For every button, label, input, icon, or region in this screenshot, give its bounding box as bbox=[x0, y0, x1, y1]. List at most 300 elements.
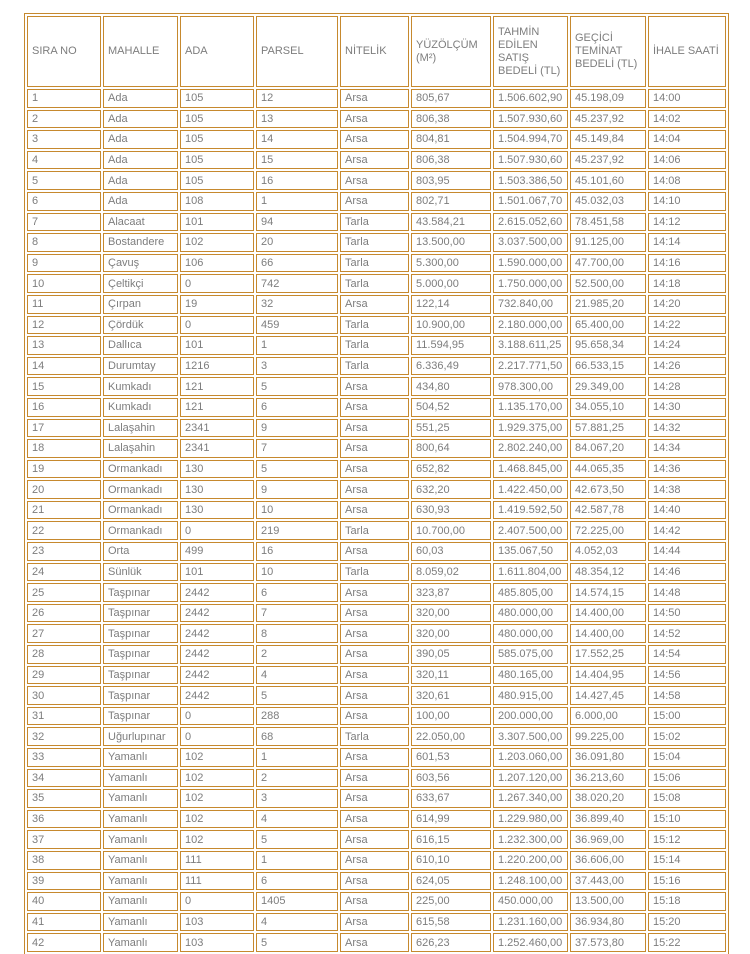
table-cell: Bostandere bbox=[103, 233, 178, 252]
table-cell: Sünlük bbox=[103, 563, 178, 582]
table-cell: 200.000,00 bbox=[493, 707, 568, 726]
table-cell: 15:10 bbox=[648, 810, 726, 829]
table-cell: 630,93 bbox=[411, 501, 491, 520]
table-row bbox=[27, 913, 726, 932]
table-row bbox=[27, 933, 726, 952]
table-cell: 1.504.994,70 bbox=[493, 130, 568, 149]
table-cell: 1 bbox=[256, 192, 338, 211]
table-cell: 480.915,00 bbox=[493, 686, 568, 705]
table-cell: 2.407.500,00 bbox=[493, 521, 568, 540]
table-cell: 5 bbox=[27, 171, 101, 190]
column-header-teminat-bedeli: GEÇİCİ TEMİNAT BEDELİ (TL) bbox=[570, 16, 646, 87]
table-row bbox=[27, 810, 726, 829]
table-cell: 1.590.000,00 bbox=[493, 254, 568, 273]
table-cell: 101 bbox=[180, 336, 254, 355]
table-row bbox=[27, 789, 726, 808]
table-cell: 22 bbox=[27, 521, 101, 540]
table-cell: Taşpınar bbox=[103, 666, 178, 685]
table-cell: 78.451,58 bbox=[570, 213, 646, 232]
column-header-sira-no: SIRA NO bbox=[27, 16, 101, 87]
table-cell: 102 bbox=[180, 769, 254, 788]
table-cell: 14.404,95 bbox=[570, 666, 646, 685]
table-cell: 9 bbox=[256, 419, 338, 438]
table-cell: 34 bbox=[27, 769, 101, 788]
table-cell: 14:20 bbox=[648, 295, 726, 314]
table-cell: 15:22 bbox=[648, 933, 726, 952]
table-cell: Uğurlupınar bbox=[103, 727, 178, 746]
table-cell: 37.573,80 bbox=[570, 933, 646, 952]
table-row bbox=[27, 830, 726, 849]
table-cell: 288 bbox=[256, 707, 338, 726]
table-cell: 624,05 bbox=[411, 872, 491, 891]
table-cell: 14.400,00 bbox=[570, 624, 646, 643]
table-cell: 41 bbox=[27, 913, 101, 932]
table-cell: 10 bbox=[27, 274, 101, 293]
table-cell: 4 bbox=[256, 913, 338, 932]
table-cell: 1.419.592,50 bbox=[493, 501, 568, 520]
table-cell: 1.422.450,00 bbox=[493, 480, 568, 499]
table-cell: 320,00 bbox=[411, 604, 491, 623]
table-cell: 15:02 bbox=[648, 727, 726, 746]
auction-table bbox=[24, 13, 729, 954]
table-cell: Ormankadı bbox=[103, 460, 178, 479]
table-cell: 36.606,00 bbox=[570, 851, 646, 870]
table-cell: Arsa bbox=[340, 686, 409, 705]
table-cell: Yamanlı bbox=[103, 892, 178, 911]
table-cell: 106 bbox=[180, 254, 254, 273]
table-cell: Yamanlı bbox=[103, 789, 178, 808]
column-header-parsel: PARSEL bbox=[256, 16, 338, 87]
table-cell: Lalaşahin bbox=[103, 419, 178, 438]
table-row bbox=[27, 748, 726, 767]
table-cell: 0 bbox=[180, 727, 254, 746]
table-cell: 29.349,00 bbox=[570, 377, 646, 396]
table-cell: 3.307.500,00 bbox=[493, 727, 568, 746]
table-cell: 9 bbox=[256, 480, 338, 499]
table-cell: 14:46 bbox=[648, 563, 726, 582]
table-cell: 4.052,03 bbox=[570, 542, 646, 561]
table-cell: 100,00 bbox=[411, 707, 491, 726]
table-cell: 499 bbox=[180, 542, 254, 561]
table-row bbox=[27, 439, 726, 458]
table-cell: 6.000,00 bbox=[570, 707, 646, 726]
table-cell: 13 bbox=[27, 336, 101, 355]
table-cell: 66.533,15 bbox=[570, 357, 646, 376]
table-cell: Dallıca bbox=[103, 336, 178, 355]
table-cell: Tarla bbox=[340, 336, 409, 355]
table-cell: 15:12 bbox=[648, 830, 726, 849]
table-cell: 95.658,34 bbox=[570, 336, 646, 355]
table-row bbox=[27, 501, 726, 520]
table-cell: 806,38 bbox=[411, 110, 491, 129]
table-cell: Taşpınar bbox=[103, 645, 178, 664]
table-cell: 7 bbox=[256, 604, 338, 623]
table-row bbox=[27, 624, 726, 643]
table-cell: Kumkadı bbox=[103, 377, 178, 396]
column-header-nitelik: NİTELİK bbox=[340, 16, 409, 87]
table-cell: 19 bbox=[27, 460, 101, 479]
table-cell: 38.020,20 bbox=[570, 789, 646, 808]
table-row bbox=[27, 521, 726, 540]
table-cell: 14:52 bbox=[648, 624, 726, 643]
table-cell: 91.125,00 bbox=[570, 233, 646, 252]
table-cell: Ada bbox=[103, 110, 178, 129]
table-header bbox=[27, 16, 726, 87]
table-cell: Arsa bbox=[340, 398, 409, 417]
table-cell: 5 bbox=[256, 377, 338, 396]
table-cell: 1.252.460,00 bbox=[493, 933, 568, 952]
table-cell: 36.934,80 bbox=[570, 913, 646, 932]
table-cell: Alacaat bbox=[103, 213, 178, 232]
table-cell: 36.969,00 bbox=[570, 830, 646, 849]
table-cell: 14 bbox=[256, 130, 338, 149]
table-cell: Arsa bbox=[340, 748, 409, 767]
table-cell: Arsa bbox=[340, 130, 409, 149]
table-cell: Ormankadı bbox=[103, 521, 178, 540]
table-cell: 2 bbox=[27, 110, 101, 129]
table-cell: 1.248.100,00 bbox=[493, 872, 568, 891]
table-row bbox=[27, 398, 726, 417]
table-cell: 60,03 bbox=[411, 542, 491, 561]
table-cell: Arsa bbox=[340, 933, 409, 952]
table-cell: 21.985,20 bbox=[570, 295, 646, 314]
table-cell: 1.267.340,00 bbox=[493, 789, 568, 808]
table-row bbox=[27, 316, 726, 335]
table-cell: 8 bbox=[27, 233, 101, 252]
table-cell: 5 bbox=[256, 830, 338, 849]
table-cell: Yamanlı bbox=[103, 748, 178, 767]
table-row bbox=[27, 727, 726, 746]
table-row bbox=[27, 460, 726, 479]
table-cell: 45.237,92 bbox=[570, 110, 646, 129]
table-cell: 978.300,00 bbox=[493, 377, 568, 396]
table-row bbox=[27, 707, 726, 726]
table-cell: 14:06 bbox=[648, 151, 726, 170]
table-cell: Arsa bbox=[340, 295, 409, 314]
table-cell: 23 bbox=[27, 542, 101, 561]
table-cell: 0 bbox=[180, 316, 254, 335]
table-cell: 15:06 bbox=[648, 769, 726, 788]
table-cell: 14:10 bbox=[648, 192, 726, 211]
table-cell: 33 bbox=[27, 748, 101, 767]
table-cell: 1.220.200,00 bbox=[493, 851, 568, 870]
table-cell: 614,99 bbox=[411, 810, 491, 829]
table-cell: 3 bbox=[27, 130, 101, 149]
table-cell: 105 bbox=[180, 130, 254, 149]
table-cell: 37.443,00 bbox=[570, 872, 646, 891]
table-cell: Yamanlı bbox=[103, 830, 178, 849]
table-cell: 45.149,84 bbox=[570, 130, 646, 149]
table-cell: Yamanlı bbox=[103, 872, 178, 891]
table-cell: 15 bbox=[27, 377, 101, 396]
column-header-ada: ADA bbox=[180, 16, 254, 87]
table-cell: 3.037.500,00 bbox=[493, 233, 568, 252]
table-cell: 57.881,25 bbox=[570, 419, 646, 438]
table-cell: 14:02 bbox=[648, 110, 726, 129]
table-cell: 14:44 bbox=[648, 542, 726, 561]
table-cell: Ada bbox=[103, 130, 178, 149]
table-cell: 15:18 bbox=[648, 892, 726, 911]
table-cell: 14 bbox=[27, 357, 101, 376]
table-cell: 1.611.804,00 bbox=[493, 563, 568, 582]
table-cell: 68 bbox=[256, 727, 338, 746]
table-row bbox=[27, 542, 726, 561]
table-cell: 7 bbox=[256, 439, 338, 458]
table-cell: 29 bbox=[27, 666, 101, 685]
table-row bbox=[27, 686, 726, 705]
table-cell: 31 bbox=[27, 707, 101, 726]
table-cell: 14:48 bbox=[648, 583, 726, 602]
table-cell: 15:16 bbox=[648, 872, 726, 891]
table-cell: 52.500,00 bbox=[570, 274, 646, 293]
table-cell: 14:24 bbox=[648, 336, 726, 355]
column-header-mahalle: MAHALLE bbox=[103, 16, 178, 87]
table-cell: 11 bbox=[27, 295, 101, 314]
table-cell: 1 bbox=[256, 336, 338, 355]
table-cell: 27 bbox=[27, 624, 101, 643]
table-cell: 2.217.771,50 bbox=[493, 357, 568, 376]
table-cell: 450.000,00 bbox=[493, 892, 568, 911]
table-cell: 47.700,00 bbox=[570, 254, 646, 273]
table-cell: 1.468.845,00 bbox=[493, 460, 568, 479]
table-cell: 3 bbox=[256, 789, 338, 808]
table-cell: 36 bbox=[27, 810, 101, 829]
table-row bbox=[27, 872, 726, 891]
table-cell: 45.032,03 bbox=[570, 192, 646, 211]
table-cell: 102 bbox=[180, 810, 254, 829]
table-cell: Arsa bbox=[340, 666, 409, 685]
table-cell: 8.059,02 bbox=[411, 563, 491, 582]
table-cell: 434,80 bbox=[411, 377, 491, 396]
table-cell: 2341 bbox=[180, 419, 254, 438]
table-cell: Tarla bbox=[340, 727, 409, 746]
table-cell: Arsa bbox=[340, 377, 409, 396]
table-cell: Ada bbox=[103, 192, 178, 211]
table-cell: 102 bbox=[180, 789, 254, 808]
table-cell: 800,64 bbox=[411, 439, 491, 458]
table-cell: 0 bbox=[180, 892, 254, 911]
table-cell: 43.584,21 bbox=[411, 213, 491, 232]
table-cell: 1.135.170,00 bbox=[493, 398, 568, 417]
table-cell: 14:40 bbox=[648, 501, 726, 520]
table-cell: 14.574,15 bbox=[570, 583, 646, 602]
table-cell: 1 bbox=[256, 748, 338, 767]
table-cell: 1.203.060,00 bbox=[493, 748, 568, 767]
table-cell: 42 bbox=[27, 933, 101, 952]
table-cell: 616,15 bbox=[411, 830, 491, 849]
table-cell: 6 bbox=[256, 398, 338, 417]
table-cell: 806,38 bbox=[411, 151, 491, 170]
table-cell: Arsa bbox=[340, 192, 409, 211]
table-cell: 652,82 bbox=[411, 460, 491, 479]
table-cell: Arsa bbox=[340, 913, 409, 932]
table-cell: 1216 bbox=[180, 357, 254, 376]
table-cell: 99.225,00 bbox=[570, 727, 646, 746]
table-cell: 14:12 bbox=[648, 213, 726, 232]
table-row bbox=[27, 213, 726, 232]
table-cell: 17.552,25 bbox=[570, 645, 646, 664]
table-cell: 14:18 bbox=[648, 274, 726, 293]
table-cell: 34.055,10 bbox=[570, 398, 646, 417]
table-cell: 122,14 bbox=[411, 295, 491, 314]
column-header-yuzolcum: YÜZÖLÇÜM (M²) bbox=[411, 16, 491, 87]
table-row bbox=[27, 419, 726, 438]
table-cell: 0 bbox=[180, 274, 254, 293]
table-cell: 14:36 bbox=[648, 460, 726, 479]
table-cell: 14:58 bbox=[648, 686, 726, 705]
table-cell: 14:04 bbox=[648, 130, 726, 149]
table-cell: 15:08 bbox=[648, 789, 726, 808]
table-cell: Arsa bbox=[340, 707, 409, 726]
table-cell: Arsa bbox=[340, 830, 409, 849]
table-cell: 18 bbox=[27, 439, 101, 458]
table-row bbox=[27, 645, 726, 664]
table-cell: 633,67 bbox=[411, 789, 491, 808]
table-cell: 105 bbox=[180, 171, 254, 190]
table-row bbox=[27, 254, 726, 273]
table-cell: Taşpınar bbox=[103, 707, 178, 726]
column-header-ihale-saati: İHALE SAATİ bbox=[648, 16, 726, 87]
table-row bbox=[27, 851, 726, 870]
table-cell: Arsa bbox=[340, 892, 409, 911]
table-cell: Kumkadı bbox=[103, 398, 178, 417]
table-cell: 2442 bbox=[180, 624, 254, 643]
table-cell: 2442 bbox=[180, 604, 254, 623]
table-cell: 6 bbox=[256, 583, 338, 602]
table-cell: 108 bbox=[180, 192, 254, 211]
table-cell: 45.101,60 bbox=[570, 171, 646, 190]
table-cell: 135.067,50 bbox=[493, 542, 568, 561]
table-cell: Arsa bbox=[340, 439, 409, 458]
table-cell: 37 bbox=[27, 830, 101, 849]
table-cell: 14:32 bbox=[648, 419, 726, 438]
table-cell: 14:26 bbox=[648, 357, 726, 376]
table-cell: 14.400,00 bbox=[570, 604, 646, 623]
table-cell: 121 bbox=[180, 377, 254, 396]
table-cell: 102 bbox=[180, 233, 254, 252]
table-cell: 5 bbox=[256, 933, 338, 952]
table-row bbox=[27, 563, 726, 582]
table-cell: 42.587,78 bbox=[570, 501, 646, 520]
table-cell: 2 bbox=[256, 645, 338, 664]
table-cell: 1.506.602,90 bbox=[493, 89, 568, 108]
table-cell: 102 bbox=[180, 748, 254, 767]
table-cell: 1.232.300,00 bbox=[493, 830, 568, 849]
table-cell: 1.501.067,70 bbox=[493, 192, 568, 211]
table-cell: Tarla bbox=[340, 563, 409, 582]
table-cell: 9 bbox=[27, 254, 101, 273]
table-cell: 2.802.240,00 bbox=[493, 439, 568, 458]
table-row bbox=[27, 171, 726, 190]
table-cell: 14:34 bbox=[648, 439, 726, 458]
table-row bbox=[27, 89, 726, 108]
table-cell: 65.400,00 bbox=[570, 316, 646, 335]
table-cell: 15:14 bbox=[648, 851, 726, 870]
table-cell: 42.673,50 bbox=[570, 480, 646, 499]
table-cell: 103 bbox=[180, 913, 254, 932]
table-cell: 4 bbox=[27, 151, 101, 170]
table-cell: 4 bbox=[256, 666, 338, 685]
table-cell: 626,23 bbox=[411, 933, 491, 952]
table-cell: 8 bbox=[256, 624, 338, 643]
table-cell: 1.507.930,60 bbox=[493, 110, 568, 129]
table-cell: Yamanlı bbox=[103, 933, 178, 952]
table-cell: 14:38 bbox=[648, 480, 726, 499]
table-cell: Ada bbox=[103, 171, 178, 190]
table-cell: Arsa bbox=[340, 810, 409, 829]
table-cell: 19 bbox=[180, 295, 254, 314]
table-cell: 14:42 bbox=[648, 521, 726, 540]
table-cell: 22.050,00 bbox=[411, 727, 491, 746]
table-cell: 15:00 bbox=[648, 707, 726, 726]
table-cell: 39 bbox=[27, 872, 101, 891]
table-cell: Arsa bbox=[340, 542, 409, 561]
table-cell: 15:20 bbox=[648, 913, 726, 932]
table-cell: 16 bbox=[27, 398, 101, 417]
table-cell: Taşpınar bbox=[103, 583, 178, 602]
table-cell: 14:56 bbox=[648, 666, 726, 685]
table-cell: 14:50 bbox=[648, 604, 726, 623]
table-cell: 14:14 bbox=[648, 233, 726, 252]
table-cell: 36.899,40 bbox=[570, 810, 646, 829]
table-cell: 12 bbox=[27, 316, 101, 335]
table-cell: 32 bbox=[256, 295, 338, 314]
table-cell: 14:16 bbox=[648, 254, 726, 273]
table-cell: 480.000,00 bbox=[493, 624, 568, 643]
table-cell: 94 bbox=[256, 213, 338, 232]
table-cell: 7 bbox=[27, 213, 101, 232]
table-cell: 2442 bbox=[180, 666, 254, 685]
table-cell: 14.427,45 bbox=[570, 686, 646, 705]
table-cell: 5 bbox=[256, 460, 338, 479]
table-cell: 6 bbox=[256, 872, 338, 891]
table-cell: 320,61 bbox=[411, 686, 491, 705]
table-cell: 2.180.000,00 bbox=[493, 316, 568, 335]
table-cell: Arsa bbox=[340, 583, 409, 602]
table-cell: 105 bbox=[180, 110, 254, 129]
table-cell: 323,87 bbox=[411, 583, 491, 602]
table-cell: 2 bbox=[256, 769, 338, 788]
table-cell: Yamanlı bbox=[103, 769, 178, 788]
table-cell: Yamanlı bbox=[103, 851, 178, 870]
table-cell: Tarla bbox=[340, 274, 409, 293]
table-cell: 585.075,00 bbox=[493, 645, 568, 664]
table-cell: 3.188.611,25 bbox=[493, 336, 568, 355]
table-cell: 1405 bbox=[256, 892, 338, 911]
table-cell: 742 bbox=[256, 274, 338, 293]
table-cell: 1.229.980,00 bbox=[493, 810, 568, 829]
table-row bbox=[27, 192, 726, 211]
table-cell: 1.929.375,00 bbox=[493, 419, 568, 438]
table-cell: 24 bbox=[27, 563, 101, 582]
table-row bbox=[27, 604, 726, 623]
table-row bbox=[27, 130, 726, 149]
table-cell: 102 bbox=[180, 830, 254, 849]
table-cell: 601,53 bbox=[411, 748, 491, 767]
table-cell: Taşpınar bbox=[103, 686, 178, 705]
table-cell: Arsa bbox=[340, 645, 409, 664]
table-row bbox=[27, 666, 726, 685]
table-cell: 66 bbox=[256, 254, 338, 273]
table-cell: 15:04 bbox=[648, 748, 726, 767]
table-cell: 14:28 bbox=[648, 377, 726, 396]
table-cell: 20 bbox=[27, 480, 101, 499]
table-cell: 14:08 bbox=[648, 171, 726, 190]
table-cell: 2442 bbox=[180, 645, 254, 664]
table-cell: Arsa bbox=[340, 604, 409, 623]
table-cell: 13 bbox=[256, 110, 338, 129]
table-row bbox=[27, 377, 726, 396]
